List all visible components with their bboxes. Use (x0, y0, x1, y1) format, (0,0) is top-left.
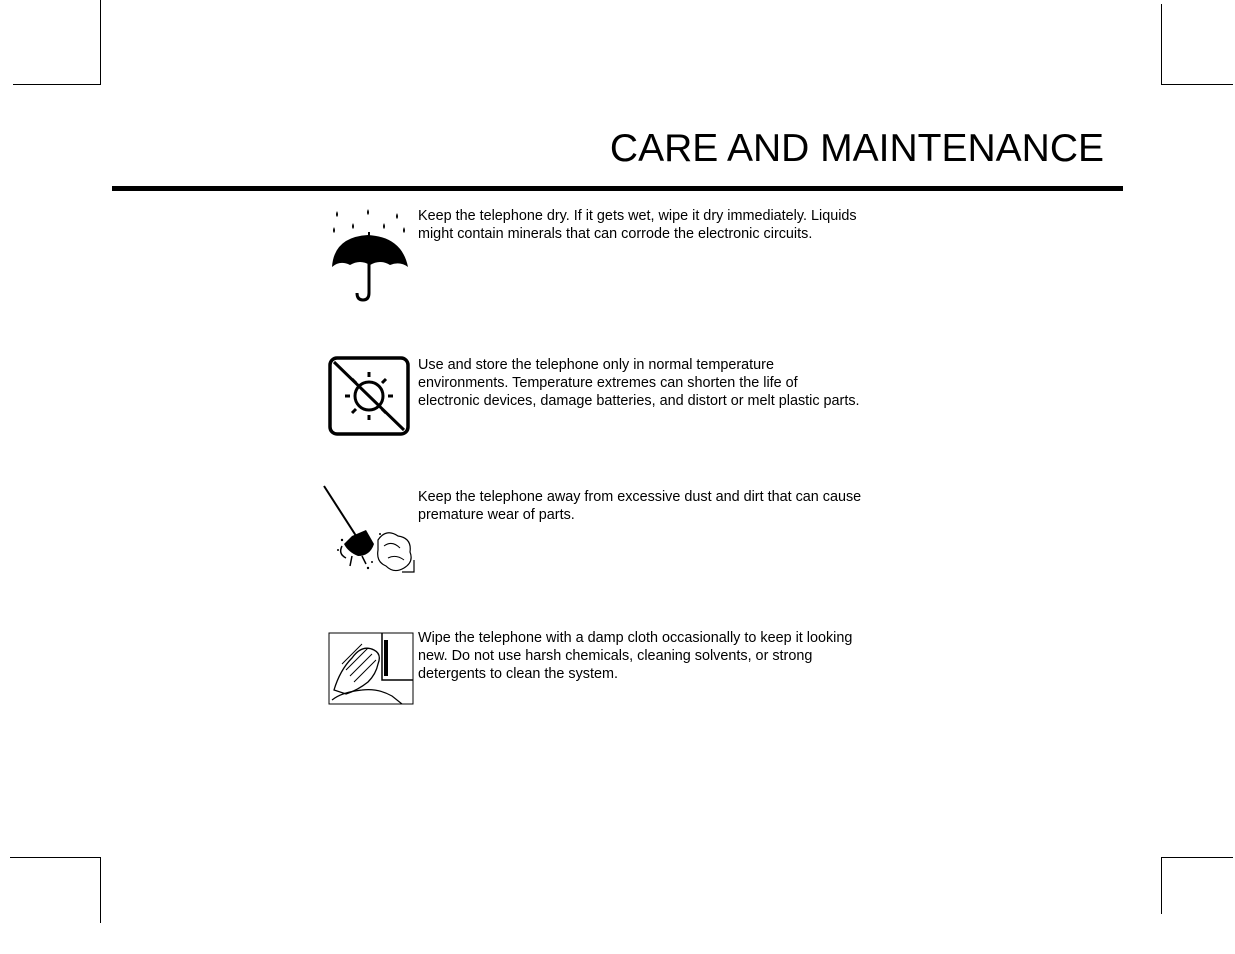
crop-mark-bottom-left-vertical (100, 857, 101, 923)
care-item-dust (322, 484, 882, 576)
care-item-text: Keep the telephone away from excessive dust and dirt that can cause premature wear of parts. (418, 489, 862, 523)
wiping-cloth-icon (322, 630, 416, 711)
care-item-text: Wipe the telephone with a damp cloth occasionally to keep it looking new. Do not use harsh chemicals, cleaning solvents, or strong detergents to clean the system. (418, 630, 853, 682)
broom-dust-icon (322, 484, 416, 581)
sun-temperature-icon (322, 355, 412, 442)
crop-mark-bottom-right-vertical (1161, 857, 1162, 914)
care-item-text: Use and store the telephone only in normal temperature environments. Temperature extremes can shorten the life of electronic devices, damage batteries, and distort or melt plastic parts. (418, 357, 860, 409)
crop-mark-bottom-left-horizontal (10, 857, 101, 858)
care-item-cleaning (322, 630, 882, 706)
care-item-text: Keep the telephone dry. If it gets wet, wipe it dry immediately. Liquids might contain minerals that can corrode the electronic circuits. (418, 208, 857, 242)
care-item-keep-dry (322, 207, 882, 307)
crop-mark-top-right-horizontal (1161, 84, 1233, 85)
crop-mark-bottom-right-horizontal (1161, 857, 1233, 858)
crop-mark-top-left-vertical (100, 0, 101, 84)
care-item-temperature (322, 355, 882, 437)
title-rule (112, 186, 1123, 191)
crop-mark-top-left-horizontal (13, 84, 101, 85)
page-title: CARE AND MAINTENANCE (609, 127, 1104, 170)
umbrella-rain-icon (322, 207, 414, 310)
crop-mark-top-right-vertical (1161, 4, 1162, 84)
